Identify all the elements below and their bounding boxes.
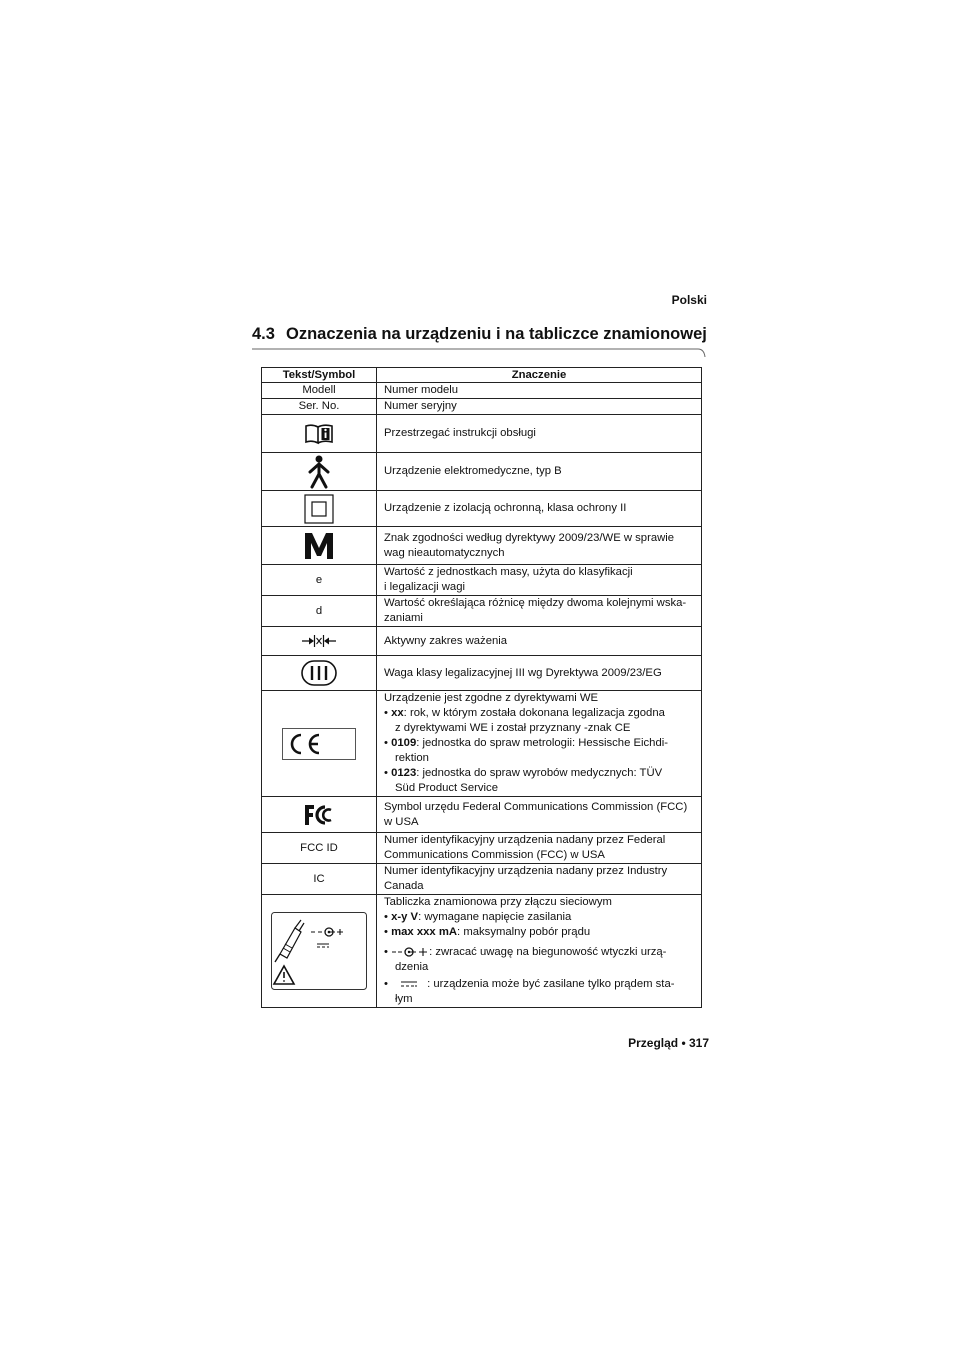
weighing-range-icon: [301, 634, 337, 648]
list-item: • 0123: jednostka do spraw wyrobów medycznych: TÜV Süd Product Service: [384, 767, 663, 794]
row-meaning: Urządzenie elektromedyczne, typ B: [377, 453, 702, 491]
row-symbol: e: [262, 565, 377, 596]
row-meaning-intro: Urządzenie jest zgodne z dyrektywami WE: [384, 692, 599, 704]
row-symbol: IC: [262, 864, 377, 895]
bullet-text: łym: [395, 993, 413, 1005]
section-title: Oznaczenia na urządzeniu i na tabliczce znamionowej: [286, 325, 707, 343]
list-item: • x-y V: wymagane napięcie zasilania: [384, 911, 572, 923]
table-row: [262, 895, 702, 1008]
row-meaning: Waga klasy legalizacyjnej III wg Dyrektywa 2009/23/EG: [377, 656, 702, 691]
table-header-row: [262, 368, 702, 383]
list-item: • : urządzenia może być zasilane tylko prądem sta- łym: [384, 978, 675, 1005]
row-symbol: Modell: [262, 383, 377, 399]
bullet-text: : maksymalny pobór prądu: [457, 926, 591, 938]
list-item: • 0109: jednostka do spraw metrologii: Hessische Eichdi- rektion: [384, 737, 669, 764]
row-meaning: Przestrzegać instrukcji obsługi: [377, 415, 702, 453]
bullet-key: max xxx mA: [391, 926, 458, 938]
power-plug-label-icon: [271, 912, 367, 990]
row-meaning-line: Symbol urzędu Federal Communications Commission (FCC): [384, 800, 688, 813]
bullet-key: xx: [391, 707, 404, 719]
bullet-text: z dyrektywami WE i został przyznany -znak CE: [395, 722, 631, 734]
table-row: [262, 864, 702, 895]
row-meaning-line: wag nieautomatycznych: [384, 546, 505, 559]
bullet-text: dzenia: [395, 961, 429, 973]
accuracy-class-iii-icon: [301, 660, 337, 686]
row-symbol: FCC ID: [262, 833, 377, 864]
row-symbol: d: [262, 596, 377, 627]
language-label: Polski: [671, 293, 707, 307]
plug-bullet-list: [384, 910, 694, 1007]
list-item: • : zwracać uwagę na biegunowość wtyczki urzą- dzenia: [384, 946, 667, 973]
row-meaning-line: Numer identyfikacyjny urządzenia nadany przez Industry: [384, 865, 668, 877]
row-meaning: Numer seryjny: [377, 399, 702, 415]
bullet-text: : rok, w którym została dokonana legalizacja zgodna: [403, 707, 665, 719]
table-row: [262, 399, 702, 415]
type-b-person-icon: [307, 455, 331, 489]
row-meaning-line: Communications Commission (FCC) w USA: [384, 849, 605, 861]
section-heading: [252, 325, 707, 344]
row-meaning: Urządzenie z izolacją ochronną, klasa ochrony II: [377, 491, 702, 527]
bullet-text: : jednostka do spraw wyrobów medycznych: TÜV: [416, 767, 663, 779]
row-meaning-line: Canada: [384, 880, 424, 892]
fcc-logo-icon: [303, 803, 335, 827]
row-meaning-line: zaniami: [384, 612, 423, 624]
heading-rule: [252, 348, 706, 358]
symbol-table: [261, 367, 702, 1008]
row-meaning-line: i legalizacji wagi: [384, 581, 465, 593]
ce-bullet-list: [384, 706, 694, 796]
table-row: [262, 491, 702, 527]
table-row: [262, 797, 702, 833]
row-meaning-line: Znak zgodności według dyrektywy 2009/23/WE w sprawie: [384, 531, 675, 544]
table-row: [262, 527, 702, 565]
bullet-key: 0123: [391, 767, 417, 779]
table-row: [262, 691, 702, 797]
ce-mark-icon: [282, 728, 356, 760]
bullet-text: rektion: [395, 752, 429, 764]
bullet-text: : urządzenia może być zasilane tylko prądem sta-: [427, 978, 675, 990]
bullet-key: x-y V: [391, 911, 419, 923]
bullet-key: 0109: [391, 737, 417, 749]
metrology-m-icon: [303, 532, 335, 560]
list-item: • xx: rok, w którym została dokonana legalizacja zgodna z dyrektywami WE i został przyznany -znak CE: [384, 707, 665, 734]
table-row: [262, 627, 702, 656]
row-meaning: Numer modelu: [377, 383, 702, 399]
section-number: 4.3: [252, 325, 275, 343]
header-meaning: Znaczenie: [377, 368, 702, 383]
header-text-symbol: Tekst/Symbol: [262, 368, 377, 383]
table-row: [262, 596, 702, 627]
table-row: [262, 383, 702, 399]
bullet-text: : wymagane napięcie zasilania: [418, 911, 572, 923]
row-meaning-line: Numer identyfikacyjny urządzenia nadany przez Federal: [384, 834, 666, 846]
table-row: [262, 656, 702, 691]
table-row: [262, 833, 702, 864]
table-row: [262, 415, 702, 453]
table-row: [262, 453, 702, 491]
bullet-text: : zwracać uwagę na biegunowość wtyczki urzą-: [429, 946, 667, 958]
row-symbol: Ser. No.: [262, 399, 377, 415]
list-item: • max xxx mA: maksymalny pobór prądu: [384, 926, 591, 938]
instruction-book-icon: [304, 423, 334, 445]
row-meaning-intro: Tabliczka znamionowa przy złączu sieciowym: [384, 896, 612, 908]
bullet-text: Süd Product Service: [395, 782, 498, 794]
class-ii-square-icon: [304, 494, 334, 524]
polarity-icon: [391, 946, 429, 958]
row-meaning-line: Wartość określająca różnicę między dwoma kolejnymi wska-: [384, 597, 687, 609]
row-meaning: Aktywny zakres ważenia: [377, 627, 702, 656]
row-meaning-line: Wartość z jednostkach masy, użyta do klasyfikacji: [384, 566, 633, 578]
page-footer: Przegląd • 317: [628, 1036, 709, 1050]
table-row: [262, 565, 702, 596]
bullet-text: : jednostka do spraw metrologii: Hessische Eichdi-: [416, 737, 669, 749]
row-meaning-line: w USA: [384, 815, 419, 828]
direct-current-icon: [391, 979, 427, 989]
